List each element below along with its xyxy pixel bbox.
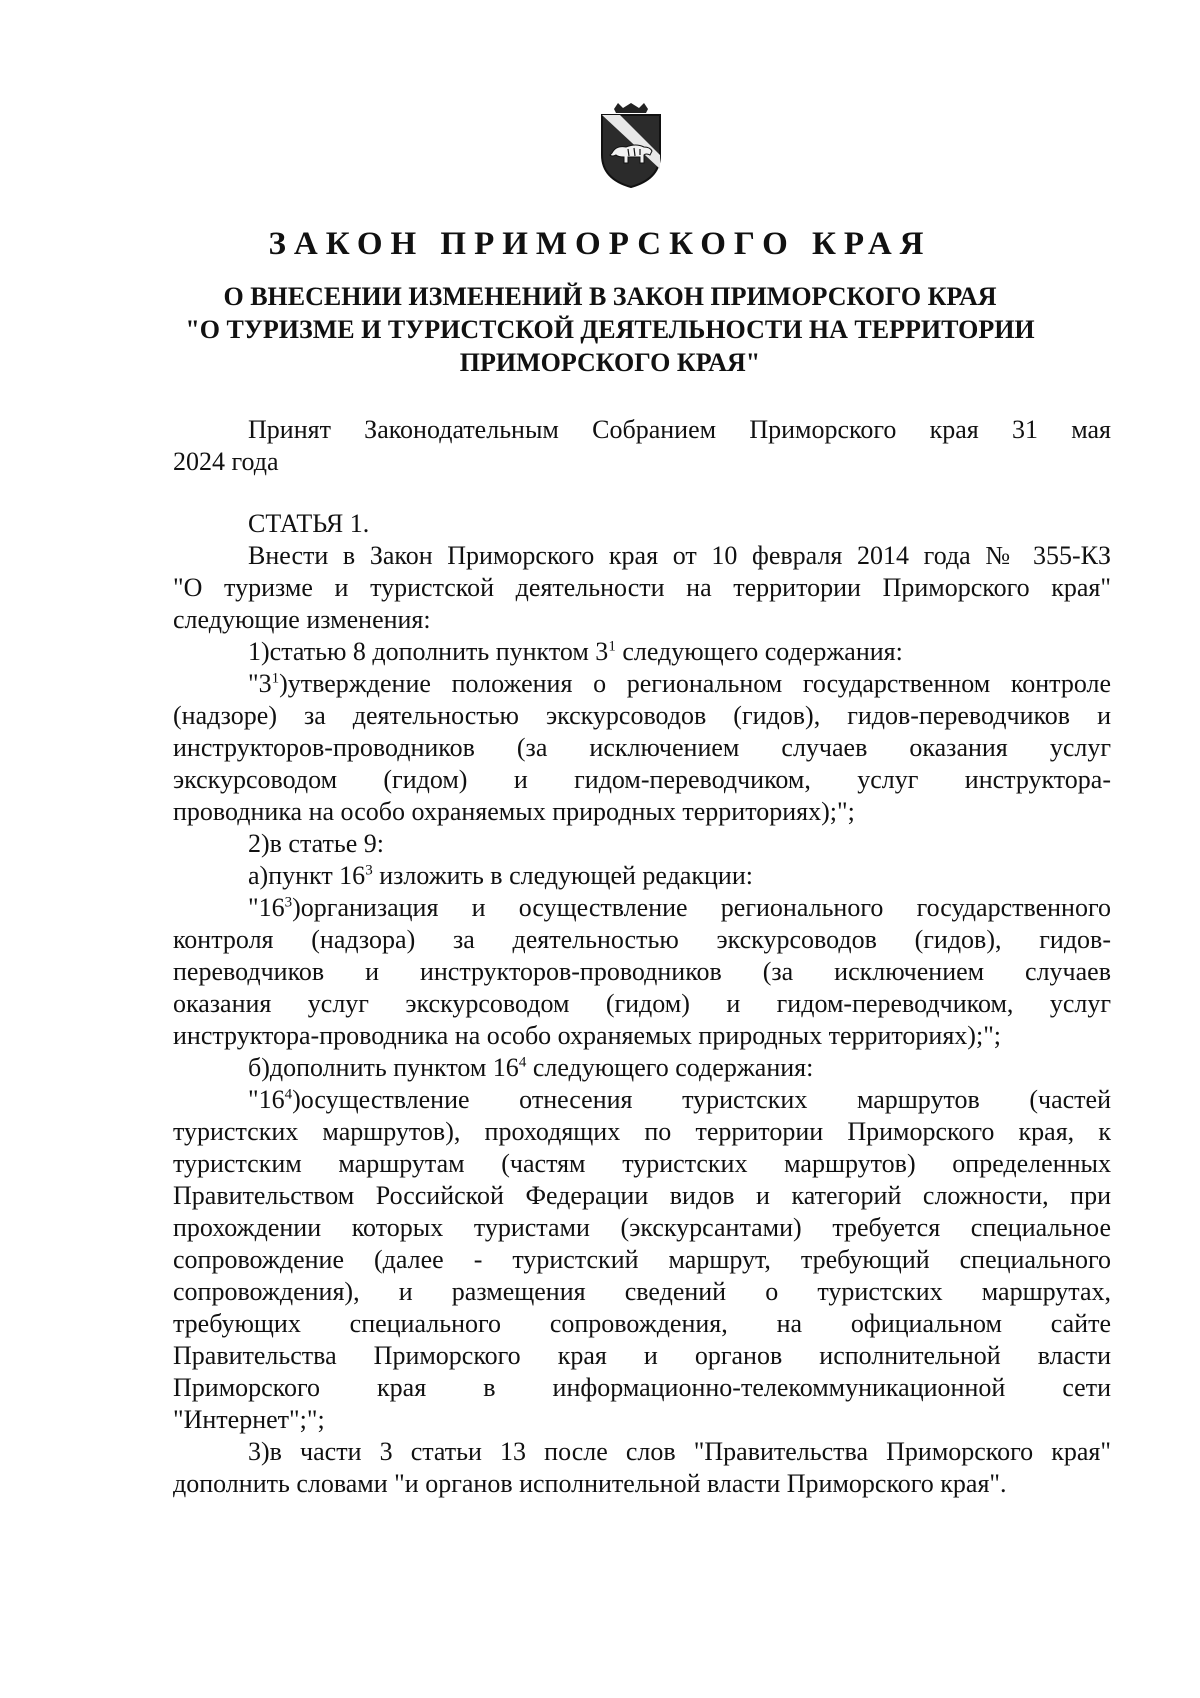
coat-of-arms-icon (598, 103, 664, 189)
item-2b-quote-line: требующих специального сопровождения, на официальном сайте (173, 1309, 1111, 1338)
law-subtitle (160, 280, 1060, 379)
item-2b-quote-line: "Интернет";"; (173, 1405, 325, 1434)
item-3-line: дополнить словами "и органов исполнительной власти Приморского края". (173, 1469, 1007, 1498)
item-2b-quote-line: сопровождение (далее - туристский маршрут, требующий специального (173, 1245, 1111, 1274)
item-2b-quote-line: сопровождения), и размещения сведений о туристских маршрутах, (173, 1277, 1111, 1306)
item-3-line: 3)в части 3 статьи 13 после слов "Правительства Приморского края" (248, 1437, 1111, 1466)
intro-line: следующие изменения: (173, 605, 431, 634)
item-2a-quote-line: переводчиков и инструкторов-проводников (за исключением случаев (173, 957, 1111, 986)
item-1-quote-line: проводника на особо охраняемых природных территориях);"; (173, 797, 855, 826)
article-heading: СТАТЬЯ 1. (248, 509, 370, 538)
item-2b-quote-line: Правительства Приморского края и органов исполнительной власти (173, 1341, 1111, 1370)
item-2b-quote-line: туристских маршрутов), проходящих по территории Приморского края, к (173, 1117, 1111, 1146)
intro-line: "О туризме и туристской деятельности на территории Приморского края" (173, 573, 1111, 602)
subtitle-line: О ВНЕСЕНИИ ИЗМЕНЕНИЙ В ЗАКОН ПРИМОРСКОГО КРАЯ (223, 282, 997, 311)
law-title: ЗАКОН ПРИМОРСКОГО КРАЯ (268, 226, 932, 262)
subtitle-line: ПРИМОРСКОГО КРАЯ" (459, 348, 761, 377)
item-1-lead: 1)статью 8 дополнить пунктом $3^1$ следующего содержания: (248, 637, 903, 666)
item-1-quote-line: (надзоре) за деятельностью экскурсоводов (гидов), гидов-переводчиков и (173, 701, 1111, 730)
item-2a-lead: а)пункт $16^3$ изложить в следующей редакции: (248, 861, 753, 890)
item-2a-quote-line: инструктора-проводника на особо охраняемых природных территориях);"; (173, 1021, 1002, 1050)
item-2a-quote-first: "$16^3)организация$ и осуществление регионального государственного (248, 893, 1111, 922)
adoption-line: 2024 года (173, 447, 279, 476)
item-2b-quote-line: Правительством Российской Федерации видов и категорий сложности, при (173, 1181, 1111, 1210)
law-body (173, 414, 1111, 1500)
item-2a-quote-line: контроля (надзора) за деятельностью экскурсоводов (гидов), гидов- (173, 925, 1111, 954)
item-2b-quote-line: Приморского края в информационно-телекоммуникационной сети (173, 1373, 1111, 1402)
item-2b-quote-first: "$16^4)осуществление$ отнесения туристских маршрутов (частей (248, 1085, 1111, 1114)
adoption-line: Принят Законодательным Собранием Приморского края 31 мая (248, 415, 1111, 444)
subtitle-line: "О ТУРИЗМЕ И ТУРИСТСКОЙ ДЕЯТЕЛЬНОСТИ НА ТЕРРИТОРИИ (185, 315, 1035, 344)
item-1-quote-line: инструкторов-проводников (за исключением случаев оказания услуг (173, 733, 1111, 762)
item-1-quote-first: "$3^1)утверждение$ положения о региональном государственном контроле (248, 669, 1111, 698)
item-2b-lead: б)дополнить пунктом $16^4$ следующего содержания: (248, 1053, 814, 1082)
item-2-lead: 2)в статье 9: (248, 829, 385, 858)
item-1-quote-line: экскурсоводом (гидом) и гидом-переводчиком, услуг инструктора- (173, 765, 1111, 794)
intro-line: Внести в Закон Приморского края от 10 февраля 2014 года № 355-КЗ (248, 541, 1111, 570)
item-2a-quote-line: оказания услуг экскурсоводом (гидом) и гидом-переводчиком, услуг (173, 989, 1111, 1018)
item-2b-quote-line: прохождении которых туристами (экскурсантами) требуется специальное (173, 1213, 1111, 1242)
item-2b-quote-line: туристским маршрутам (частям туристских маршрутов) определенных (173, 1149, 1111, 1178)
